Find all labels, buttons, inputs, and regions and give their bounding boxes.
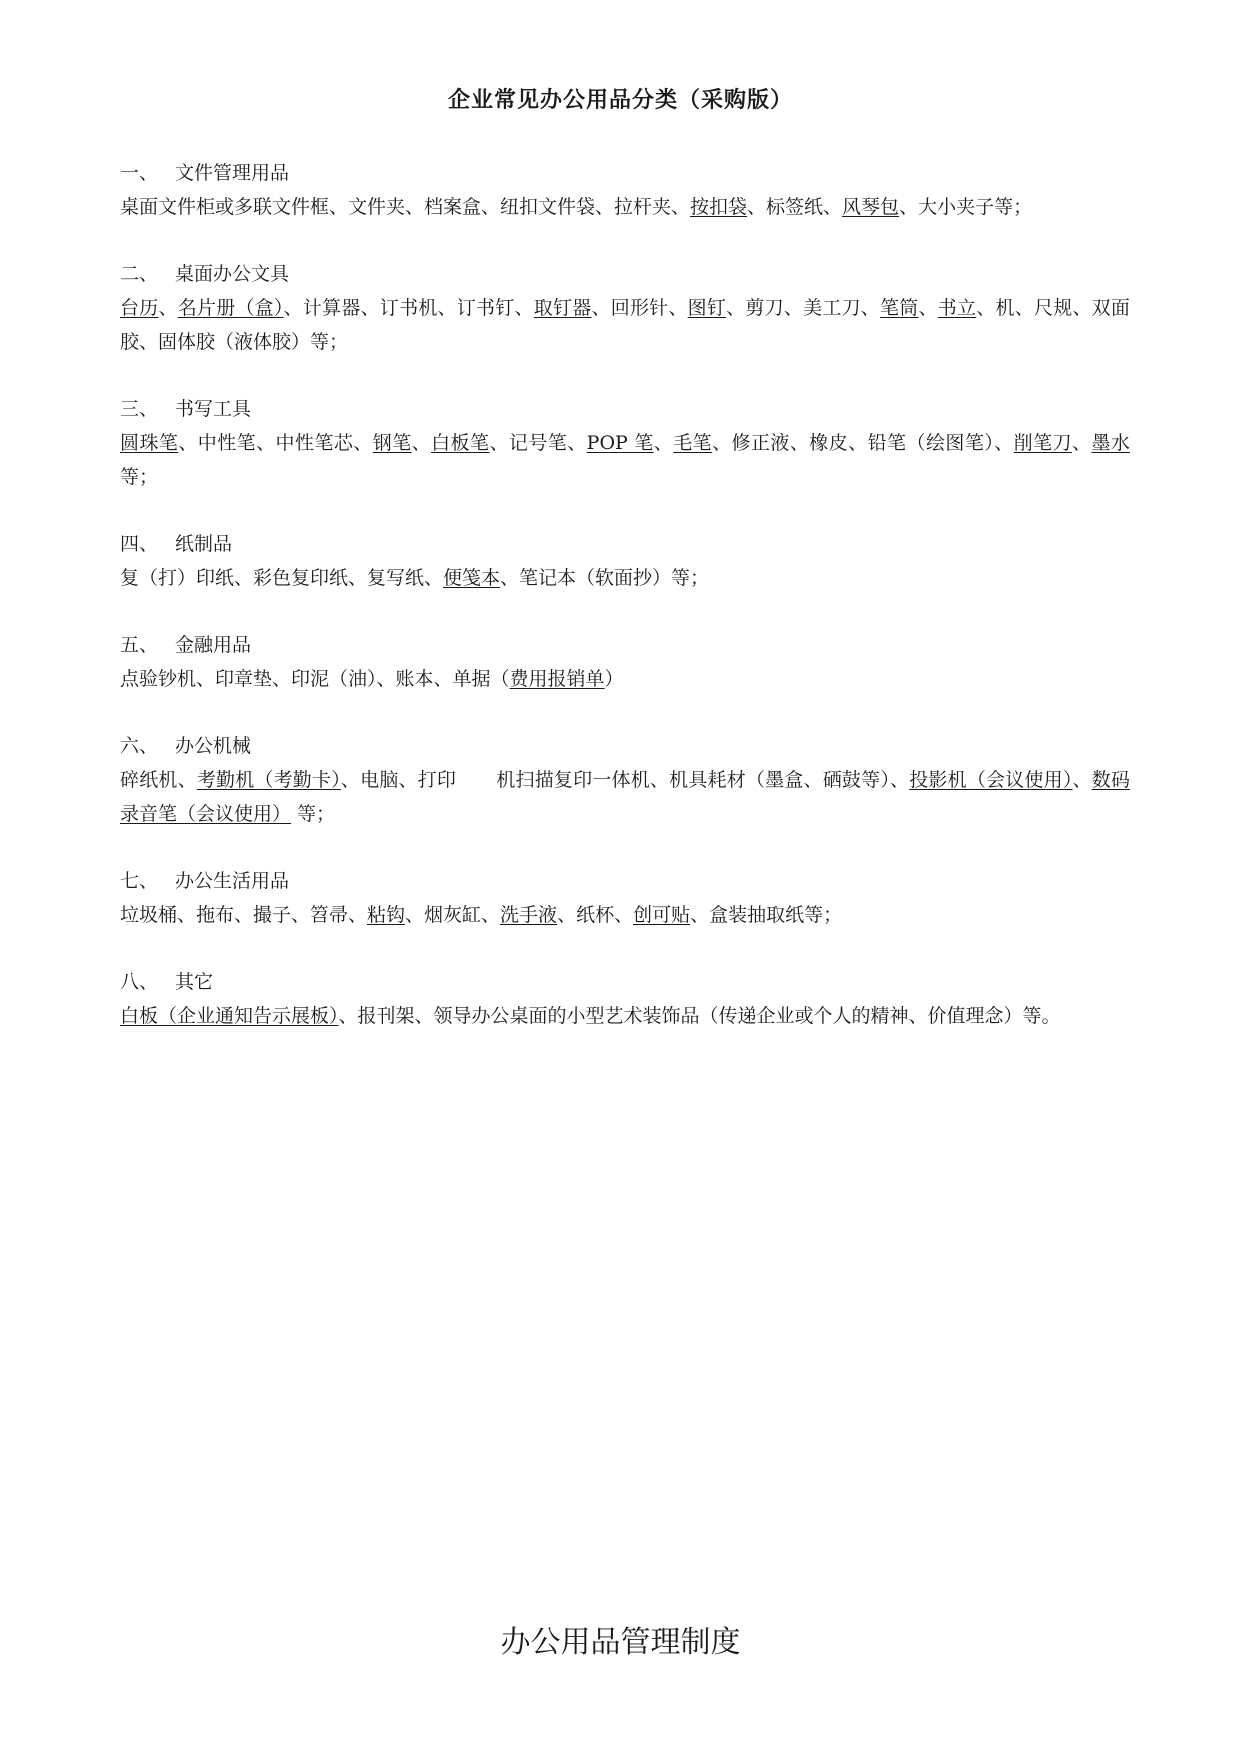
section-heading-text: 其它 (175, 971, 214, 993)
item-text: 、中性笔、中性笔芯、 (178, 432, 373, 454)
item-text: 桌面文件柜或多联文件框、文件夹、档案盒、纽扣文件袋、拉杆夹、 (120, 196, 691, 218)
section-heading (120, 257, 1130, 291)
item-text: 、盒装抽取纸等； (690, 904, 843, 926)
item-text: 、标签纸、 (747, 196, 843, 218)
item-text: 、 (653, 432, 674, 454)
item-text: 、 (1072, 769, 1092, 791)
section-items (120, 291, 1130, 359)
section-items (120, 426, 1130, 494)
underlined-item-text: 名片册（盒） (177, 297, 284, 319)
underlined-item-text: 粘钩 (367, 904, 406, 926)
item-text: 、笔记本（软面抄）等； (500, 567, 710, 589)
section-items (120, 662, 1130, 696)
underlined-item-text: 风琴包 (842, 196, 900, 218)
category-section (120, 628, 1130, 696)
item-text: 、电脑、打印 (340, 769, 457, 791)
category-section (120, 156, 1130, 224)
section-items (120, 763, 1130, 831)
section-heading (120, 864, 1130, 898)
item-text: 、大小夹子等； (899, 196, 1033, 218)
underlined-item-text: 考勤机（考勤卡） (196, 769, 341, 791)
section-heading (120, 729, 1130, 763)
item-text: 、 (1072, 432, 1092, 454)
item-text: 、报刊架、领导办公桌面的小型艺术装饰品（传递企业或个人的精神、价值理念）等。 (338, 1005, 1061, 1027)
item-text: 、计算器、订书机、订书钉、 (283, 297, 534, 319)
underlined-item-text: 书立 (937, 297, 977, 319)
underlined-item-text: 费用报销单 (509, 668, 605, 690)
category-section (120, 392, 1130, 494)
item-text: 、回形针、 (591, 297, 688, 319)
item-text: 等； (291, 803, 336, 825)
category-section (120, 965, 1130, 1033)
item-text: 、 (918, 297, 938, 319)
item-text: 、纸杯、 (557, 904, 634, 926)
underlined-item-text: 图钉 (687, 297, 727, 319)
underlined-item-text: 取钉器 (533, 297, 592, 319)
item-text: 、修正液、橡皮、铅笔（绘图笔）、 (712, 432, 1014, 454)
underlined-item-text: 便笺本 (443, 567, 501, 589)
section-items (120, 190, 1130, 224)
section-heading-text: 纸制品 (175, 533, 233, 555)
item-text: 复（打）印纸、彩色复印纸、复写纸、 (120, 567, 444, 589)
underlined-item-text: 洗手液 (500, 904, 558, 926)
section-number: 七、 (120, 870, 159, 892)
section-number: 二、 (120, 263, 159, 285)
section-number: 四、 (120, 533, 159, 555)
underlined-item-text: 削笔刀 (1013, 432, 1072, 454)
underlined-item-text: 白板笔 (431, 432, 490, 454)
underlined-item-text: 圆珠笔 (120, 432, 179, 454)
section-heading-text: 金融用品 (175, 634, 252, 656)
section-heading-text: 书写工具 (175, 398, 252, 420)
item-text: 、机、尺规、双面胶、固体胶（液体胶）等； (120, 297, 1130, 353)
underlined-item-text: 墨水 (1091, 432, 1130, 454)
section-heading (120, 628, 1130, 662)
section-number: 六、 (120, 735, 159, 757)
section-heading (120, 392, 1130, 426)
underlined-item-text: 笔筒 (880, 297, 919, 319)
section-items (120, 898, 1130, 932)
section-heading (120, 965, 1130, 999)
item-text: 碎纸机、 (120, 769, 197, 791)
section-heading-text: 办公机械 (175, 735, 252, 757)
item-text: 、剪刀、美工刀、 (726, 297, 881, 319)
category-section (120, 257, 1130, 359)
underlined-item-text: 投影机（会议使用） (909, 769, 1073, 791)
underlined-item-text: 创可贴 (633, 904, 691, 926)
underlined-item-text: 按扣袋 (690, 196, 748, 218)
item-text: 垃圾桶、拖布、撮子、笤帚、 (120, 904, 368, 926)
item-text: 点验钞机、印章垫、印泥（油）、账本、单据（ (120, 668, 510, 690)
document-title: 企业常见办公用品分类（采购版） (447, 88, 793, 113)
underlined-item-text: 钢笔 (372, 432, 412, 454)
underlined-item-text: 数码录音笔（会议使用） (120, 769, 1130, 825)
item-text: 、烟灰缸、 (405, 904, 501, 926)
underlined-item-text: 毛笔 (673, 432, 713, 454)
item-text: 、记号笔、 (489, 432, 587, 454)
underlined-item-text: 白板（企业通知告示展板） (120, 1005, 339, 1027)
section-items (120, 561, 1130, 595)
item-text: ） (604, 668, 624, 690)
section-heading (120, 527, 1130, 561)
underlined-item-text: POP 笔 (586, 432, 654, 454)
section-heading-text: 文件管理用品 (175, 162, 290, 184)
section-heading-text: 桌面办公文具 (175, 263, 290, 285)
category-section (120, 527, 1130, 595)
section-number: 五、 (120, 634, 159, 656)
section-number: 一、 (120, 162, 159, 184)
section-heading-text: 办公生活用品 (175, 870, 290, 892)
section-heading (120, 156, 1130, 190)
footer-title: 办公用品管理制度 (500, 1625, 741, 1660)
section-number: 三、 (120, 398, 159, 420)
item-text: 、 (411, 432, 432, 454)
category-section (120, 729, 1130, 831)
category-list (120, 156, 1130, 1066)
category-section (120, 864, 1130, 932)
item-text: 等； (120, 466, 159, 488)
section-number: 八、 (120, 971, 159, 993)
underlined-item-text: 台历 (120, 297, 159, 319)
section-items (120, 999, 1130, 1033)
item-text: 、 (158, 297, 178, 319)
item-text: 机扫描复印一体机、机具耗材（墨盒、硒鼓等）、 (496, 769, 910, 791)
